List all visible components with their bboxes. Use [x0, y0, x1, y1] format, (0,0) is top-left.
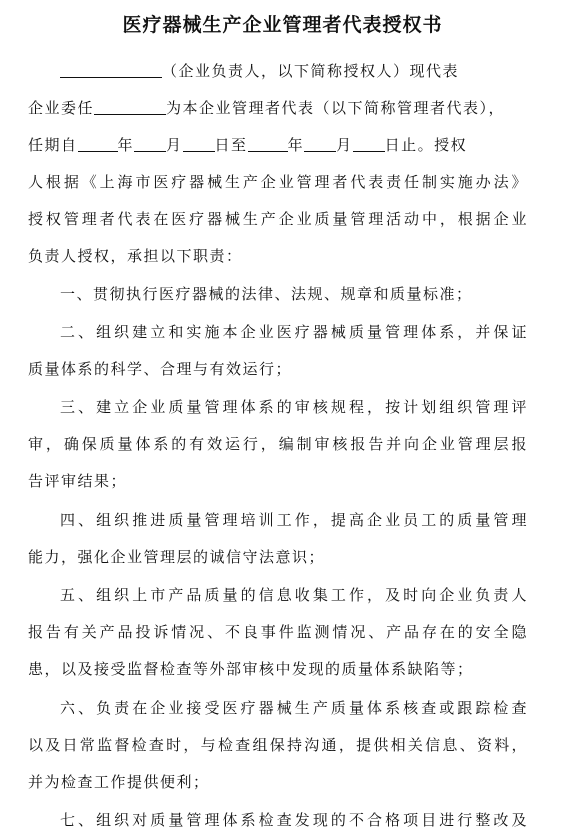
intro-line-6 [28, 245, 243, 266]
duty-6-text-b: 以及日常监督检查时，与检查组保持沟通，提供相关信息、资料， [28, 736, 528, 754]
blank-end-month[interactable] [304, 137, 336, 152]
intro-text-2b: 为本企业管理者代表（以下简称管理者代表）， [166, 99, 506, 117]
intro-line-5 [28, 208, 528, 229]
term-from-label: 任期自 [28, 136, 78, 154]
duty-3-line-3 [28, 470, 127, 491]
duty-2-text-b: 质量体系的科学、合理与有效运行； [28, 360, 293, 378]
blank-appointee[interactable] [94, 100, 166, 115]
duty-3-text-a: 三、建立企业质量管理体系的审核规程，按计划组织管理评 [60, 398, 528, 416]
duty-1-text: 一、贯彻执行医疗器械的法律、法规、规章和质量标准； [60, 285, 473, 303]
duty-2-text-a: 二、组织建立和实施本企业医疗器械质量管理体系，并保证 [60, 323, 528, 341]
duty-7-line-1 [60, 809, 528, 830]
duty-2-line-1 [60, 321, 528, 342]
duty-6-line-1 [60, 697, 528, 718]
duty-6-text-a: 六、负责在企业接受医疗器械生产质量体系核查或跟踪检查 [60, 699, 528, 717]
duty-5-line-1 [60, 584, 528, 605]
blank-end-day[interactable] [353, 137, 385, 152]
month-label: 月 [166, 136, 183, 154]
intro-line-4 [28, 171, 528, 192]
day-to-label: 日至 [214, 136, 248, 154]
duty-6-line-2 [28, 734, 528, 755]
intro-text-5: 授权管理者代表在医疗器械生产企业质量管理活动中，根据企业 [28, 210, 528, 228]
duty-6-line-3 [28, 771, 210, 792]
duty-1 [60, 283, 473, 304]
blank-start-month[interactable] [134, 137, 166, 152]
intro-line-1 [60, 60, 459, 81]
duty-4-line-2 [28, 546, 325, 567]
duty-5-text-a: 五、组织上市产品质量的信息收集工作，及时向企业负责人 [60, 586, 528, 604]
intro-line-3 [28, 134, 467, 155]
blank-start-day[interactable] [183, 137, 215, 152]
month-label: 月 [336, 136, 353, 154]
blank-enterprise-head[interactable] [60, 63, 162, 78]
duty-2-line-2 [28, 358, 292, 379]
intro-text-3g: 日止。授权 [384, 136, 468, 154]
blank-start-year[interactable] [78, 137, 118, 152]
duty-3-text-c: 告评审结果； [28, 472, 128, 490]
duty-4-line-1 [60, 509, 528, 530]
document-title: 医疗器械生产企业管理者代表授权书 [122, 14, 443, 36]
intro-text-6: 负责人授权，承担以下职责： [28, 247, 243, 265]
year-label: 年 [117, 136, 135, 154]
duty-4-text-a: 四、组织推进质量管理培训工作，提高企业员工的质量管理 [60, 511, 528, 529]
intro-text-1: （企业负责人，以下简称授权人）现代表 [162, 62, 460, 80]
duty-5-text-b: 报告有关产品投诉情况、不良事件监测情况、产品存在的安全隐 [28, 623, 528, 641]
year-label: 年 [287, 136, 305, 154]
intro-line-2 [28, 97, 505, 118]
duty-3-line-1 [60, 396, 528, 417]
duty-3-text-b: 审，确保质量体系的有效运行，编制审核报告并向企业管理层报 [28, 435, 528, 453]
duty-5-text-c: 患，以及接受监督检查等外部审核中发现的质量体系缺陷等； [28, 660, 474, 678]
duty-5-line-2 [28, 621, 528, 642]
blank-end-year[interactable] [248, 137, 288, 152]
intro-text-4: 人根据《上海市医疗器械生产企业管理者代表责任制实施办法》 [28, 173, 528, 191]
intro-text-2a: 企业委任 [28, 99, 95, 117]
duty-3-line-2 [28, 433, 528, 454]
duty-4-text-b: 能力，强化企业管理层的诚信守法意识； [28, 548, 326, 566]
duty-6-text-c: 并为检查工作提供便利； [28, 773, 210, 791]
duty-5-line-3 [28, 658, 474, 679]
duty-7-text-a: 七、组织对质量管理体系检查发现的不合格项目进行整改及 [60, 811, 528, 829]
